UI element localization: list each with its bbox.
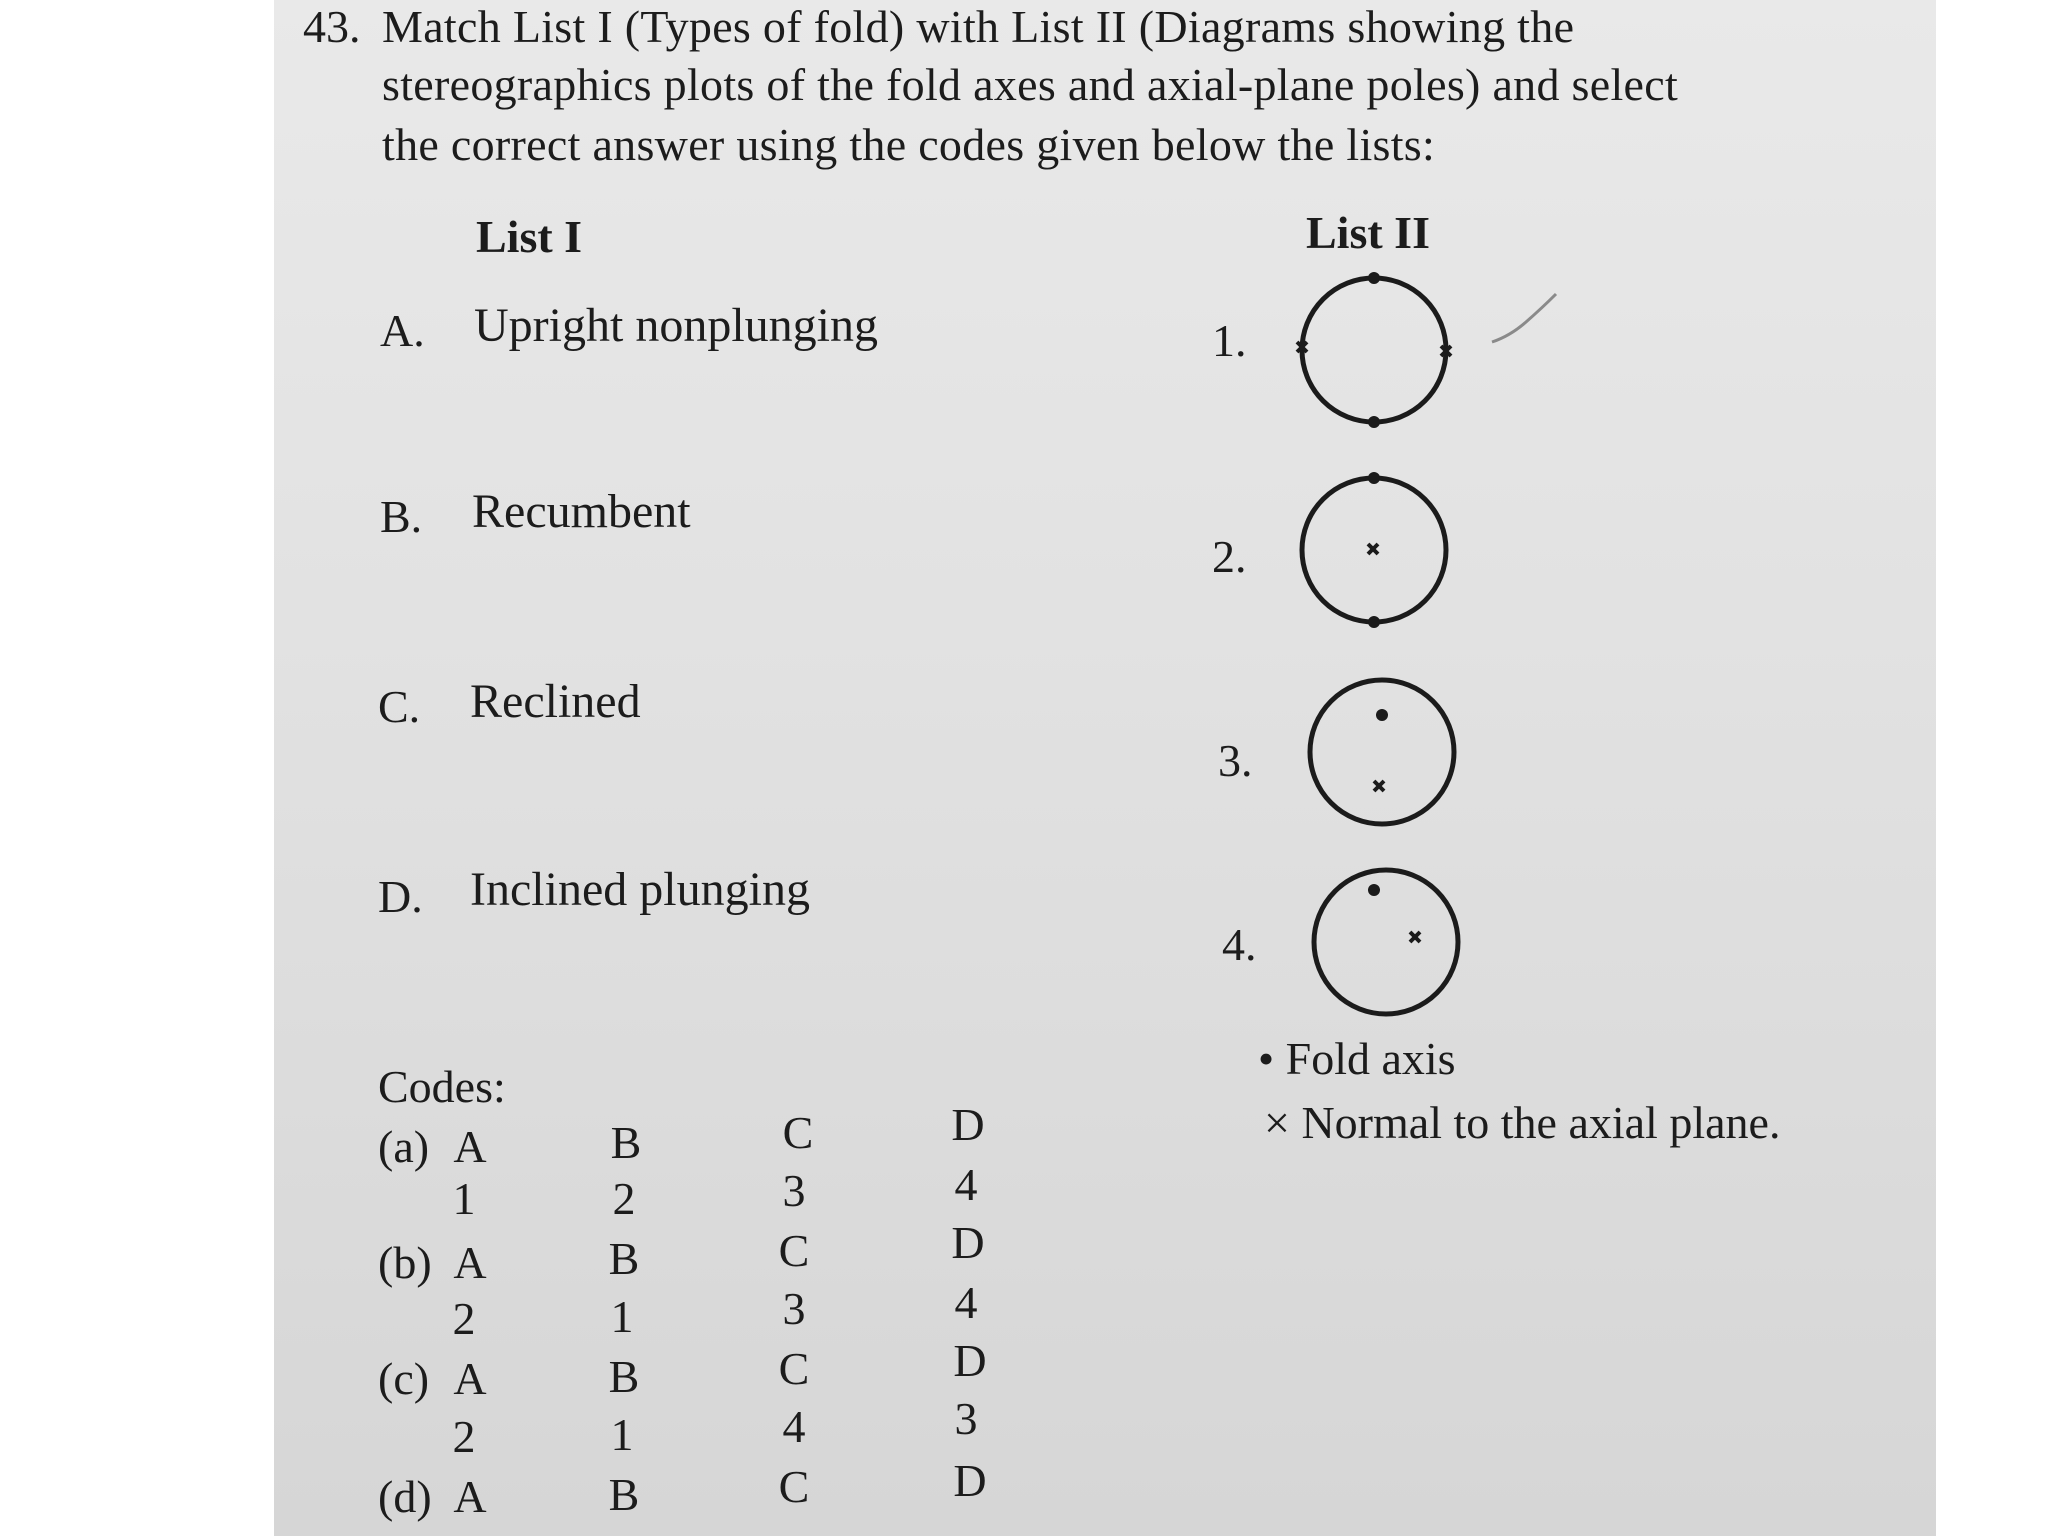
list1-item-b-letter: B. bbox=[380, 491, 423, 542]
code-d-letter-d: D bbox=[953, 1455, 987, 1506]
list2-item-4-number: 4. bbox=[1222, 919, 1257, 970]
axial-plane-normal-cross bbox=[1410, 932, 1420, 942]
legend-axial-normal bbox=[1264, 1096, 1780, 1149]
list1-item-a-letter: A. bbox=[380, 305, 425, 356]
stereonet-diagram-4 bbox=[1304, 862, 1464, 1022]
code-c-letter-b: B bbox=[608, 1351, 640, 1402]
code-b-number-2: 1 bbox=[610, 1291, 634, 1342]
stereonet-diagram-1 bbox=[1294, 268, 1454, 428]
code-c-number-4: 3 bbox=[954, 1393, 978, 1444]
code-b-letter-d: D bbox=[951, 1217, 985, 1268]
list1-item-c-text: Reclined bbox=[470, 675, 641, 728]
list2-item-2-number: 2. bbox=[1212, 531, 1247, 582]
code-b-number-3: 3 bbox=[782, 1283, 806, 1334]
list1-item-d-letter: D. bbox=[378, 871, 423, 922]
stereonet-diagram-3 bbox=[1304, 672, 1464, 832]
legend-cross-label: Normal to the axial plane. bbox=[1301, 1097, 1781, 1148]
stereonet-circle bbox=[1302, 278, 1446, 422]
fold-axis-dot bbox=[1368, 616, 1380, 628]
list2-item-1-number: 1. bbox=[1212, 315, 1247, 366]
code-a-letter-b: B bbox=[610, 1117, 642, 1168]
code-c-number-1: 2 bbox=[452, 1411, 476, 1462]
list2-item-3-number: 3. bbox=[1218, 735, 1253, 786]
code-c-letter-c: C bbox=[778, 1343, 810, 1394]
axial-plane-normal-cross bbox=[1368, 544, 1378, 554]
codes-heading: Codes: bbox=[378, 1061, 506, 1112]
code-d-letter-a: A bbox=[453, 1471, 487, 1522]
fold-axis-dot bbox=[1368, 884, 1380, 896]
code-a-number-4: 4 bbox=[954, 1159, 978, 1210]
legend-fold-axis bbox=[1258, 1032, 1456, 1085]
code-a-letter-d: D bbox=[951, 1099, 985, 1150]
list1-item-b-text: Recumbent bbox=[472, 485, 691, 538]
code-d-letter-b: B bbox=[608, 1469, 640, 1520]
code-option-a: (a) bbox=[378, 1121, 430, 1172]
list2-heading: List II bbox=[1306, 207, 1430, 258]
code-d-letter-c: C bbox=[778, 1461, 810, 1512]
code-a-number-2: 2 bbox=[612, 1173, 636, 1224]
code-b-number-1: 2 bbox=[452, 1293, 476, 1344]
code-b-letter-b: B bbox=[608, 1233, 640, 1284]
code-c-letter-d: D bbox=[953, 1335, 987, 1386]
code-b-letter-a: A bbox=[453, 1237, 487, 1288]
question-line-1: Match List I (Types of fold) with List II (Diagrams showing the bbox=[382, 1, 1575, 52]
code-b-letter-c: C bbox=[778, 1225, 810, 1276]
code-a-letter-c: C bbox=[782, 1107, 814, 1158]
fold-axis-dot bbox=[1368, 272, 1380, 284]
code-c-number-2: 1 bbox=[610, 1409, 634, 1460]
list1-item-c-letter: C. bbox=[378, 681, 421, 732]
stereonet-circle bbox=[1310, 680, 1454, 824]
axial-plane-normal-cross bbox=[1374, 781, 1384, 791]
list1-heading: List I bbox=[476, 211, 583, 262]
question-line-2: stereographics plots of the fold axes and axial-plane poles) and select bbox=[382, 59, 1679, 110]
legend-cross-symbol: × bbox=[1264, 1097, 1290, 1148]
fold-axis-dot bbox=[1368, 472, 1380, 484]
code-a-number-3: 3 bbox=[782, 1165, 806, 1216]
fold-axis-dot bbox=[1368, 416, 1380, 428]
code-option-c: (c) bbox=[378, 1353, 430, 1404]
code-b-number-4: 4 bbox=[954, 1277, 978, 1328]
question-number: 43. bbox=[303, 1, 361, 52]
question-page bbox=[274, 0, 1936, 1536]
code-option-b: (b) bbox=[378, 1237, 432, 1288]
list1-item-a-text: Upright nonplunging bbox=[474, 299, 878, 352]
code-a-letter-a: A bbox=[453, 1121, 487, 1172]
pen-tick-mark bbox=[1490, 290, 1560, 350]
question-line-3: the correct answer using the codes given below the lists: bbox=[382, 119, 1436, 170]
stereonet-diagram-2 bbox=[1294, 470, 1454, 630]
code-c-number-3: 4 bbox=[782, 1401, 806, 1452]
stereonet-circle bbox=[1314, 870, 1458, 1014]
fold-axis-dot bbox=[1376, 709, 1388, 721]
legend-dot-symbol: • bbox=[1258, 1033, 1275, 1084]
code-c-letter-a: A bbox=[453, 1353, 487, 1404]
code-option-d: (d) bbox=[378, 1471, 432, 1522]
list1-item-d-text: Inclined plunging bbox=[470, 863, 810, 916]
code-a-number-1: 1 bbox=[452, 1173, 476, 1224]
legend-dot-label: Fold axis bbox=[1285, 1033, 1456, 1084]
